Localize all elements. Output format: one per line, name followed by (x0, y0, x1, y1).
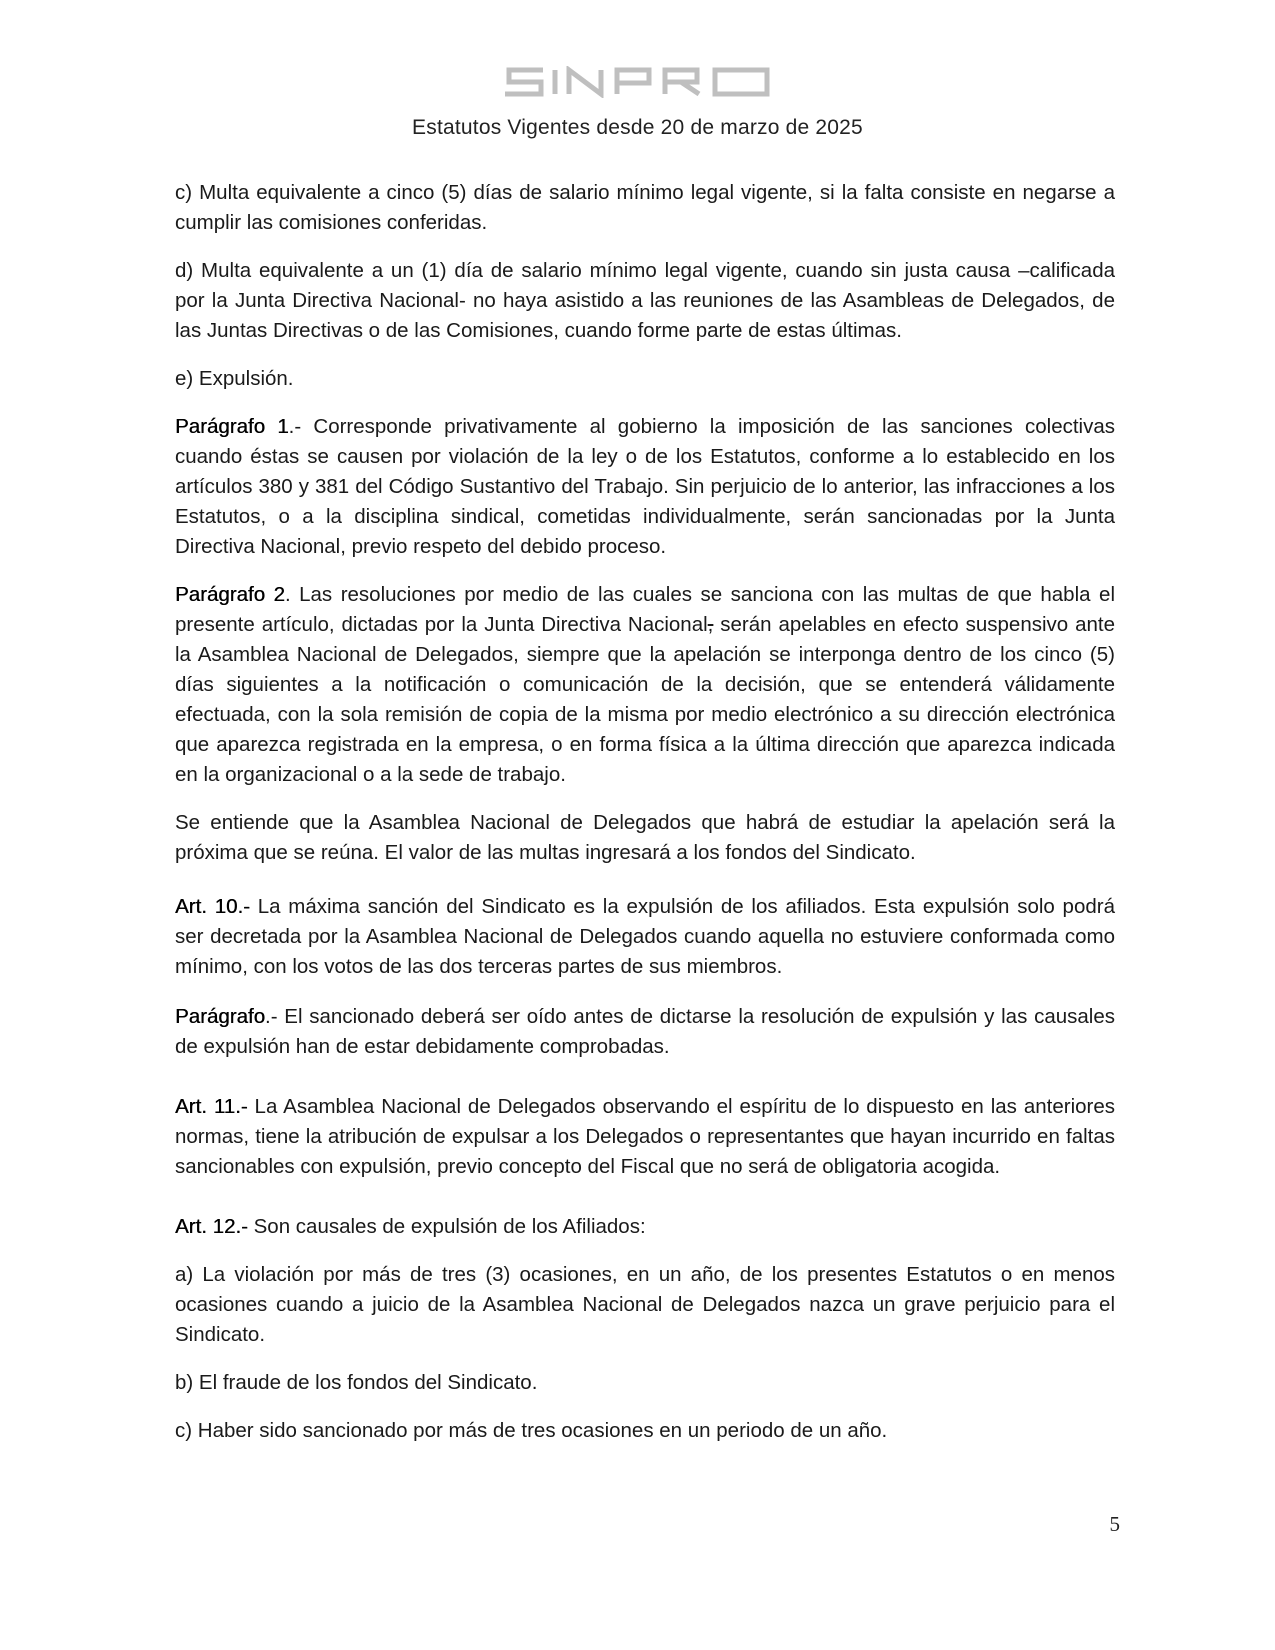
article-12 (175, 1212, 1115, 1242)
article-12-item-b (175, 1368, 1115, 1398)
paragraph-text: .- El sancionado deberá ser oído antes de dictarse la resolución de expulsión y las causales de expulsión han de estar debidamente comprobadas. (175, 1005, 1115, 1058)
struck-text: , (707, 613, 714, 636)
paragraph-text: c) Multa equivalente a cinco (5) días de salario mínimo legal vigente, si la falta consiste en negarse a cumplir las comisiones conferidas. (175, 181, 1115, 234)
sinpro-logo-wordmark (503, 66, 773, 98)
document-subtitle: Estatutos Vigentes desde 20 de marzo de 2025 (412, 116, 863, 139)
paragrafo-1 (175, 412, 1115, 562)
paragraph-label: Parágrafo (175, 1005, 266, 1028)
article-label: Art. 12.- (175, 1215, 248, 1238)
document-body (175, 178, 1115, 1446)
paragraph-text: Son causales de expulsión de los Afiliados: (247, 1215, 646, 1238)
paragraph-d-fine (175, 256, 1115, 346)
page-number: 5 (1109, 1512, 1120, 1536)
paragraph-text: b) El fraude de los fondos del Sindicato. (175, 1371, 538, 1394)
paragraph-c-fine (175, 178, 1115, 238)
sinpro-logo (0, 66, 1275, 98)
article-11 (175, 1092, 1115, 1182)
paragraph-label: Parágrafo 2 (175, 583, 285, 606)
paragraph-text: La Asamblea Nacional de Delegados observando el espíritu de lo dispuesto en las anteriores normas, tiene la atribución de expulsar a los Delegados o representantes que hayan incurrido en faltas sancionables con expulsión, previo concepto del Fiscal que no será de obligatoria acogida. (175, 1095, 1115, 1178)
paragraph-appeal-assembly (175, 808, 1115, 868)
article-label: Art. 11.- (175, 1095, 248, 1118)
paragraph-text: e) Expulsión. (175, 367, 294, 390)
article-10-paragrafo (175, 1002, 1115, 1062)
paragraph-text: a) La violación por más de tres (3) ocasiones, en un año, de los presentes Estatutos o en menos ocasiones cuando a juicio de la Asamblea Nacional de Delegados nazca un grave perjuicio para el Sindicato. (175, 1263, 1115, 1346)
paragraph-label: Parágrafo 1 (175, 415, 289, 438)
paragraph-text: .- Corresponde privativamente al gobierno la imposición de las sanciones colectivas cuando éstas se causen por violación de la ley o de los Estatutos, conforme a lo establecido en los artículos 380 y 381 del Código Sustantivo del Trabajo. Sin perjuicio de lo anterior, las infracciones a los Estatutos, o a la disciplina sindical, cometidas individualmente, serán sancionadas por la Junta Directiva Nacional, previo respeto del debido proceso. (175, 415, 1115, 558)
paragraph-text: Se entiende que la Asamblea Nacional de Delegados que habrá de estudiar la apelación será la próxima que se reúna. El valor de las multas ingresará a los fondos del Sindicato. (175, 811, 1115, 864)
paragraph-text: . Las resoluciones por medio de las cuales se sanciona con las multas de que habla el presente artículo, dictadas por la Junta Directiva Nacional (175, 583, 1116, 636)
paragraph-text: La máxima sanción del Sindicato es la expulsión de los afiliados. Esta expulsión solo podrá ser decretada por la Asamblea Nacional de Delegados cuando aquella no estuviere conformada como mínimo, con los votos de las dos terceras partes de sus miembros. (175, 895, 1115, 978)
paragraph-e-expulsion (175, 364, 1115, 394)
article-label: Art. 10.- (175, 895, 250, 918)
article-12-item-c (175, 1416, 1115, 1446)
paragraph-text: c) Haber sido sancionado por más de tres ocasiones en un periodo de un año. (175, 1419, 888, 1442)
article-10 (175, 892, 1115, 982)
article-12-item-a (175, 1260, 1115, 1350)
paragraph-text: serán apelables en efecto suspensivo ante la Asamblea Nacional de Delegados, siempre que la apelación se interponga dentro de los cinco (5) días siguientes a la notificación o comunicación de la decisión, que se entenderá válidamente efectuada, con la sola remisión de copia de la misma por medio electrónico a su dirección electrónica que aparezca registrada en la empresa, o en forma física a la última dirección que aparezca indicada en la organizacional o a la sede de trabajo. (175, 613, 1115, 786)
paragrafo-2 (175, 580, 1115, 790)
paragraph-text: d) Multa equivalente a un (1) día de salario mínimo legal vigente, cuando sin justa causa –calificada por la Junta Directiva Nacional- no haya asistido a las reuniones de las Asambleas de Delegados, de las Juntas Directivas o de las Comisiones, cuando forme parte de estas últimas. (175, 259, 1115, 342)
